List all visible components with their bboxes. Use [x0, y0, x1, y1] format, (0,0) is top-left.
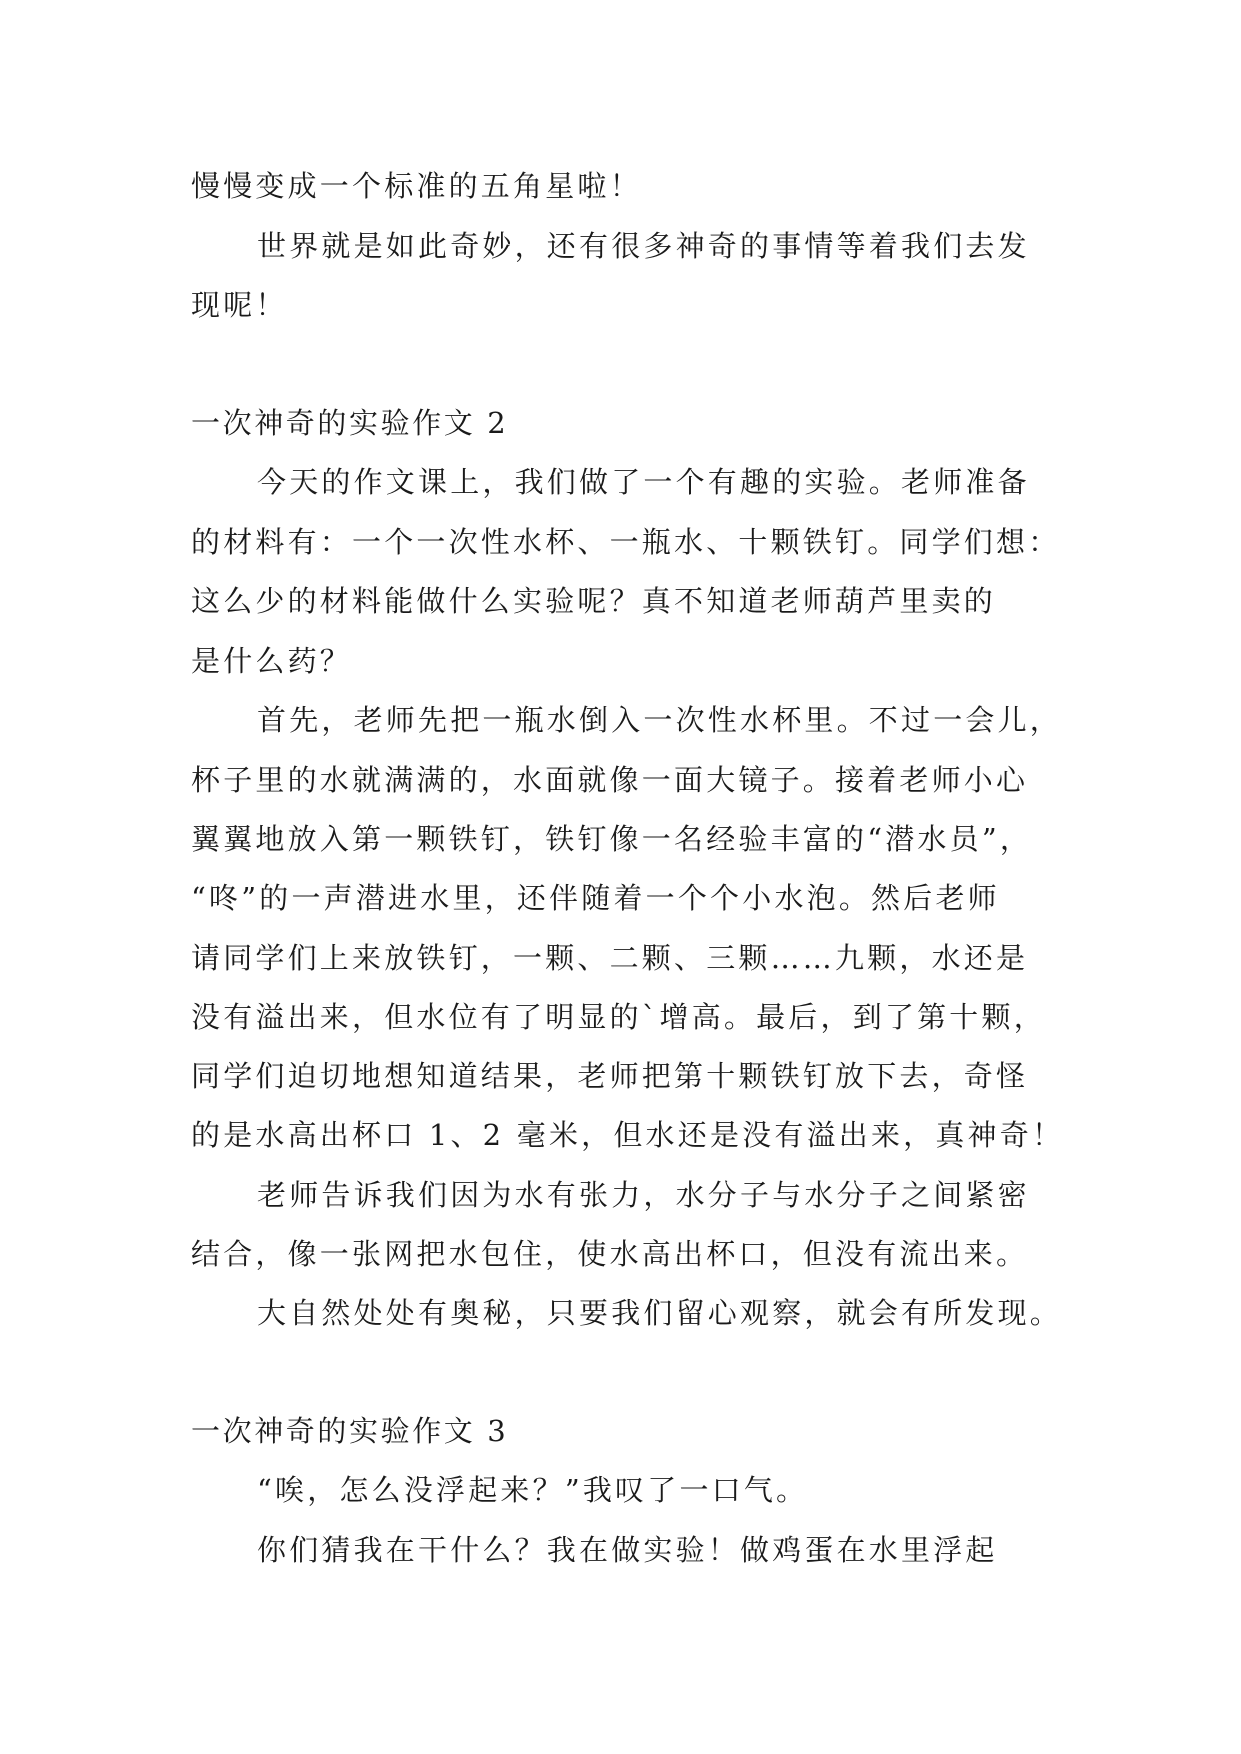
paragraph-line: 你们猜我在干什么？我在做实验！做鸡蛋在水里浮起	[257, 1533, 998, 1567]
text-line: 的是水高出杯口 1、2 毫米，但水还是没有溢出来，真神奇！	[191, 1118, 1065, 1152]
text-line: 这么少的材料能做什么实验呢？真不知道老师葫芦里卖的	[191, 584, 997, 618]
paragraph-line: 今天的作文课上，我们做了一个有趣的实验。老师准备	[257, 465, 1030, 499]
text-line: 翼翼地放入第一颗铁钉，铁钉像一名经验丰富的“潜水员”，	[191, 822, 1033, 856]
text-line: 现呢！	[191, 288, 288, 322]
text-line: 同学们迫切地想知道结果，老师把第十颗铁钉放下去，奇怪	[191, 1059, 1029, 1093]
text-line: 没有溢出来，但水位有了明显的`增高。最后，到了第十颗，	[191, 1000, 1046, 1034]
section-heading: 一次神奇的实验作文 3	[191, 1414, 509, 1448]
paragraph-line: 大自然处处有奥秘，只要我们留心观察，就会有所发现。	[257, 1296, 1063, 1330]
text-line: 是什么药？	[191, 644, 353, 678]
paragraph-line: 老师告诉我们因为水有张力，水分子与水分子之间紧密	[257, 1178, 1030, 1212]
section-heading: 一次神奇的实验作文 2	[191, 406, 509, 440]
text-line: 结合，像一张网把水包住，使水高出杯口，但没有流出来。	[191, 1237, 1029, 1271]
text-line: “咚”的一声潜进水里，还伴随着一个个小水泡。然后老师	[191, 881, 1000, 915]
paragraph-line: 首先，老师先把一瓶水倒入一次性水杯里。不过一会儿，	[257, 703, 1063, 737]
text-line: 的材料有：一个一次性水杯、一瓶水、十颗铁钉。同学们想：	[191, 525, 1061, 559]
paragraph-line: 世界就是如此奇妙，还有很多神奇的事情等着我们去发	[257, 229, 1030, 263]
text-line: 慢慢变成一个标准的五角星啦！	[191, 169, 642, 203]
paragraph-line: “唉，怎么没浮起来？”我叹了一口气。	[257, 1473, 809, 1507]
text-line: 请同学们上来放铁钉，一颗、二颗、三颗……九颗，水还是	[191, 941, 1029, 975]
text-line: 杯子里的水就满满的，水面就像一面大镜子。接着老师小心	[191, 763, 1029, 797]
